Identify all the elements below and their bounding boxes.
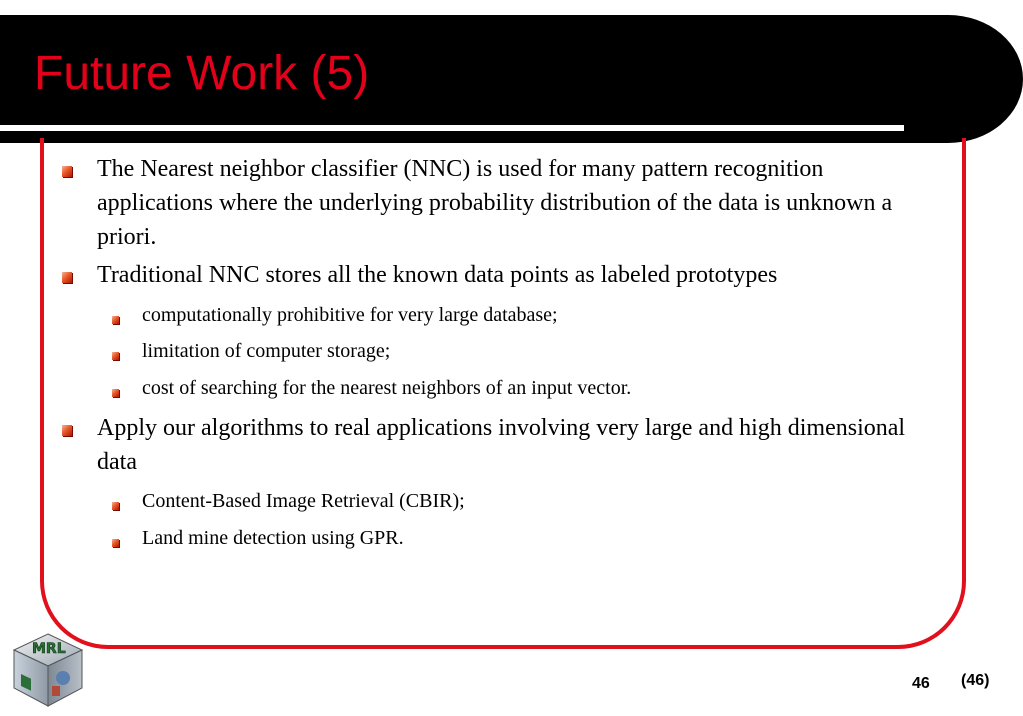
bullet-item-3: Apply our algorithms to real applications involving very large and high dimensional data [97, 415, 906, 475]
sub-bullet-item: limitation of computer storage; [142, 340, 391, 362]
sub-bullet-icon [112, 539, 119, 547]
bullet-icon [62, 166, 72, 177]
sub-bullet-icon [112, 389, 119, 397]
bullet-icon [62, 272, 72, 283]
sub-bullet-item: cost of searching for the nearest neighbors of an input vector. [142, 377, 632, 399]
sub-bullet-item: computationally prohibitive for very large database; [142, 304, 558, 326]
sub-bullet-item: Content-Based Image Retrieval (CBIR); [142, 490, 465, 512]
sub-bullet-icon [112, 316, 119, 324]
title-divider [0, 125, 904, 131]
slide-title: Future Work (5) [34, 47, 370, 100]
sub-bullet-icon [112, 352, 119, 360]
sub-bullet-item: Land mine detection using GPR. [142, 527, 404, 549]
svg-text:MRL: MRL [32, 641, 66, 657]
bullet-icon [62, 425, 72, 436]
mrl-logo-icon [8, 628, 88, 710]
page-label: (46) [961, 672, 990, 689]
bullet-item-1: The Nearest neighbor classifier (NNC) is used for many pattern recognition applications where the underlying probability distribution of the data is unknown a priori. [97, 156, 893, 250]
sub-bullet-icon [112, 502, 119, 510]
bullet-item-2: Traditional NNC stores all the known data points as labeled prototypes [97, 262, 778, 288]
page-number: 46 [912, 675, 930, 692]
